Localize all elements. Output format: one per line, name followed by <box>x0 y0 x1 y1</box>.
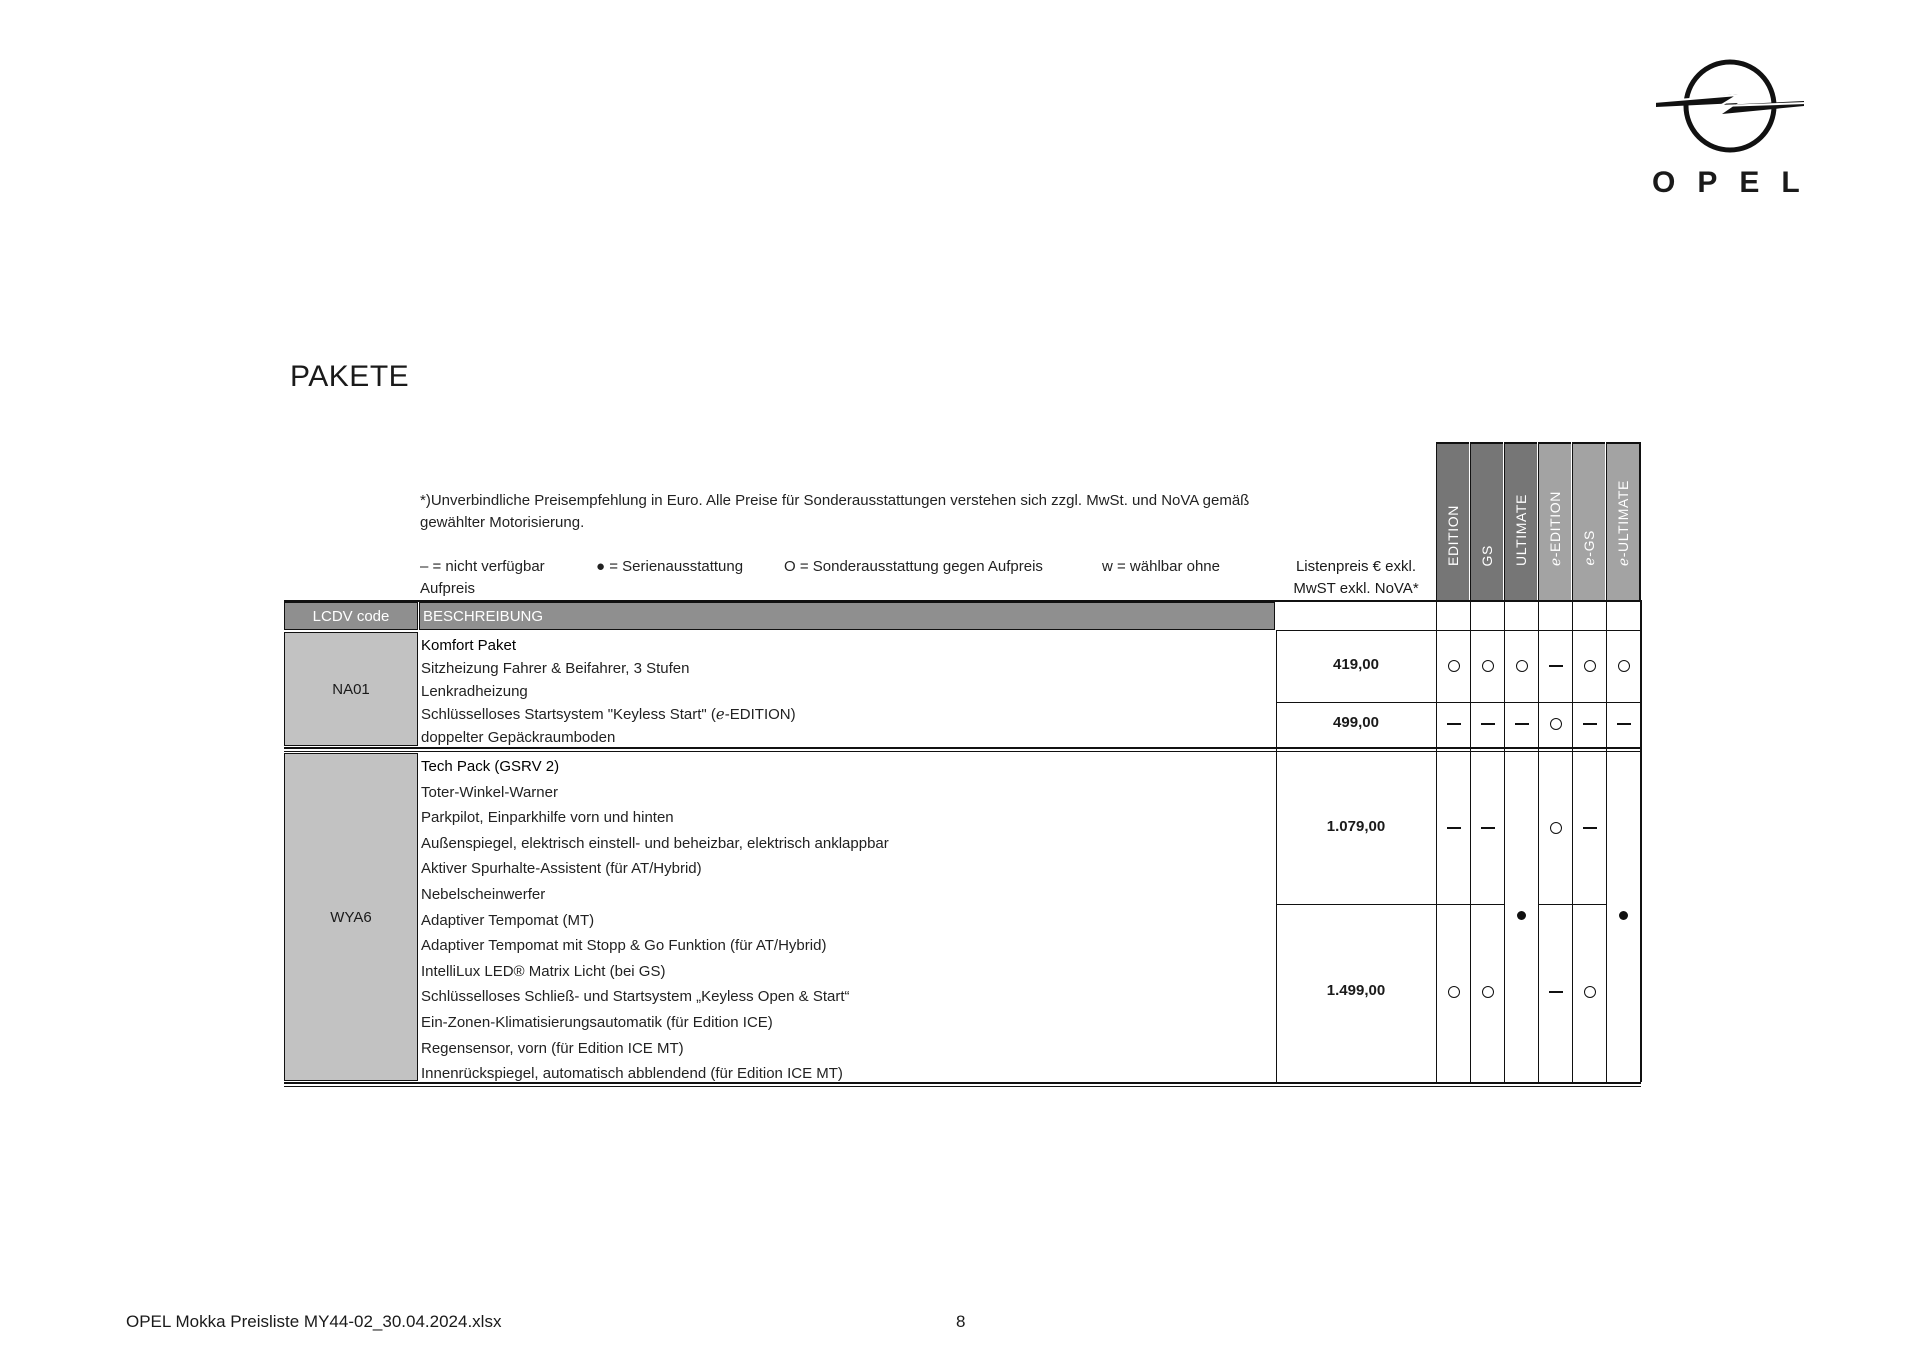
page-title: PAKETE <box>290 360 410 393</box>
circle-icon <box>1550 718 1562 730</box>
package-line: Sitzheizung Fahrer & Beifahrer, 3 Stufen <box>421 660 690 677</box>
mark-not-available <box>1505 714 1538 734</box>
footer-filename: OPEL Mokka Preisliste MY44-02_30.04.2024.xlsx <box>126 1312 502 1331</box>
mark-not-available <box>1471 714 1504 734</box>
package-line: Aktiver Spurhalte-Assistent (für AT/Hybrid) <box>421 860 702 878</box>
price-column-header: Listenpreis € exkl. MwST exkl. NoVA* <box>1293 558 1419 597</box>
circle-icon <box>1516 660 1528 672</box>
circle-icon <box>1448 986 1460 998</box>
package-line: Lenkradheizung <box>421 683 528 700</box>
package-line: Schlüsselloses Schließ- und Startsystem „Keyless Open & Start“ <box>421 988 850 1006</box>
circle-icon <box>1448 660 1460 672</box>
dash-icon <box>1447 723 1461 725</box>
package-line: Adaptiver Tempomat mit Stopp & Go Funktion (für AT/Hybrid) <box>421 937 827 955</box>
mark-optional <box>1573 982 1606 1002</box>
dash-icon <box>1515 723 1529 725</box>
column-line <box>1640 600 1642 1082</box>
legend-selectable: w = wählbar ohne <box>1102 558 1220 575</box>
package-line: Außenspiegel, elektrisch einstell- und beheizbar, elektrisch anklappbar <box>421 834 889 852</box>
mark-not-available <box>1437 714 1470 734</box>
dash-icon <box>1481 723 1495 725</box>
header-bottom-rule <box>1276 630 1641 631</box>
mark-optional <box>1437 656 1470 676</box>
package-code-na01: NA01 <box>284 632 418 746</box>
dot-icon <box>1517 911 1526 920</box>
circle-icon <box>1584 986 1596 998</box>
opel-logo <box>1640 58 1820 198</box>
mark-optional <box>1573 656 1606 676</box>
circle-icon <box>1482 660 1494 672</box>
mark-standard <box>1505 906 1538 926</box>
circle-icon <box>1482 986 1494 998</box>
package-description-wya6 <box>421 754 889 1087</box>
trim-header-gs: GS <box>1470 442 1503 600</box>
legend-standard: ● = Serienausstattung <box>596 558 744 575</box>
mark-not-available <box>1539 656 1572 676</box>
brand-wordmark: OPEL <box>1652 166 1822 199</box>
package-line: Adaptiver Tempomat (MT) <box>421 911 595 929</box>
package-separator <box>284 751 1641 752</box>
trim-header-ultimate: ULTIMATE <box>1504 442 1537 600</box>
header-top-rule <box>284 600 1641 602</box>
dash-icon <box>1481 827 1495 829</box>
footer-page-number: 8 <box>956 1312 966 1331</box>
package-title: Komfort Paket <box>421 637 517 654</box>
package-line: Parkpilot, Einparkhilfe vorn und hinten <box>421 809 674 827</box>
package-line: doppelter Gepäckraumboden <box>421 729 616 746</box>
legend-selectable-cont: Aufpreis <box>420 580 476 597</box>
price-na01-option-1: 419,00 <box>1333 656 1379 673</box>
dash-icon <box>1447 827 1461 829</box>
mark-optional <box>1607 656 1640 676</box>
table-bottom-rule <box>284 1086 1641 1087</box>
mark-not-available <box>1607 714 1640 734</box>
table-bottom-rule <box>284 1082 1641 1084</box>
package-line: Schlüsselloses Startsystem "Keyless Start" (ℯ-EDITION) <box>421 706 796 723</box>
mark-not-available <box>1437 818 1470 838</box>
trim-header-e-edition: ℯ-EDITION <box>1538 442 1571 600</box>
package-line: IntelliLux LED® Matrix Licht (bei GS) <box>421 962 666 980</box>
circle-icon <box>1550 822 1562 834</box>
mark-not-available <box>1471 818 1504 838</box>
price-note: *)Unverbindliche Preisempfehlung in Euro. Alle Preise für Sonderausstattungen verstehen sich zzgl. MwSt. und NoVA gemäß gewählter Motorisierung. <box>420 492 1250 531</box>
mark-optional <box>1437 982 1470 1002</box>
package-separator <box>284 747 1641 749</box>
circle-icon <box>1584 660 1596 672</box>
mark-optional <box>1539 818 1572 838</box>
package-line: Toter-Winkel-Warner <box>421 783 558 801</box>
price-na01-option-2: 499,00 <box>1333 714 1379 731</box>
mark-not-available <box>1573 818 1606 838</box>
na01-row-divider <box>1276 702 1641 703</box>
description-header: BESCHREIBUNG <box>419 602 1275 630</box>
dash-icon <box>1617 723 1631 725</box>
trim-header-e-gs: ℯ-GS <box>1572 442 1605 600</box>
mark-standard <box>1607 906 1640 926</box>
lcdv-code-header: LCDV code <box>284 602 418 630</box>
package-line: Ein-Zonen-Klimatisierungsautomatik (für Edition ICE) <box>421 1013 773 1031</box>
mark-not-available <box>1539 982 1572 1002</box>
package-line: Innenrückspiegel, automatisch abblendend (für Edition ICE MT) <box>421 1065 843 1083</box>
dash-icon <box>1583 827 1597 829</box>
legend-not-available: – = nicht verfügbar <box>420 558 545 575</box>
legend-optional: O = Sonderausstattung gegen Aufpreis <box>784 558 1043 575</box>
package-line: Nebelscheinwerfer <box>421 885 546 903</box>
circle-icon <box>1618 660 1630 672</box>
price-wya6-option-1: 1.079,00 <box>1326 818 1386 835</box>
column-line <box>1276 631 1277 1082</box>
price-wya6-option-2: 1.499,00 <box>1326 982 1386 999</box>
mark-optional <box>1505 656 1538 676</box>
package-description-na01 <box>421 634 796 749</box>
mark-optional <box>1471 982 1504 1002</box>
opel-blitz-logo-icon <box>1652 58 1808 154</box>
package-line: Regensensor, vorn (für Edition ICE MT) <box>421 1039 684 1057</box>
mark-not-available <box>1573 714 1606 734</box>
dash-icon <box>1549 665 1563 667</box>
trim-header-edition: EDITION <box>1436 442 1469 600</box>
mark-optional <box>1539 714 1572 734</box>
trim-header-e-ultimate: ℯ-ULTIMATE <box>1606 442 1641 600</box>
package-title: Tech Pack (GSRV 2) <box>421 758 560 775</box>
package-code-wya6: WYA6 <box>284 753 418 1081</box>
dash-icon <box>1549 991 1563 993</box>
dot-icon <box>1619 911 1628 920</box>
mark-optional <box>1471 656 1504 676</box>
dash-icon <box>1583 723 1597 725</box>
